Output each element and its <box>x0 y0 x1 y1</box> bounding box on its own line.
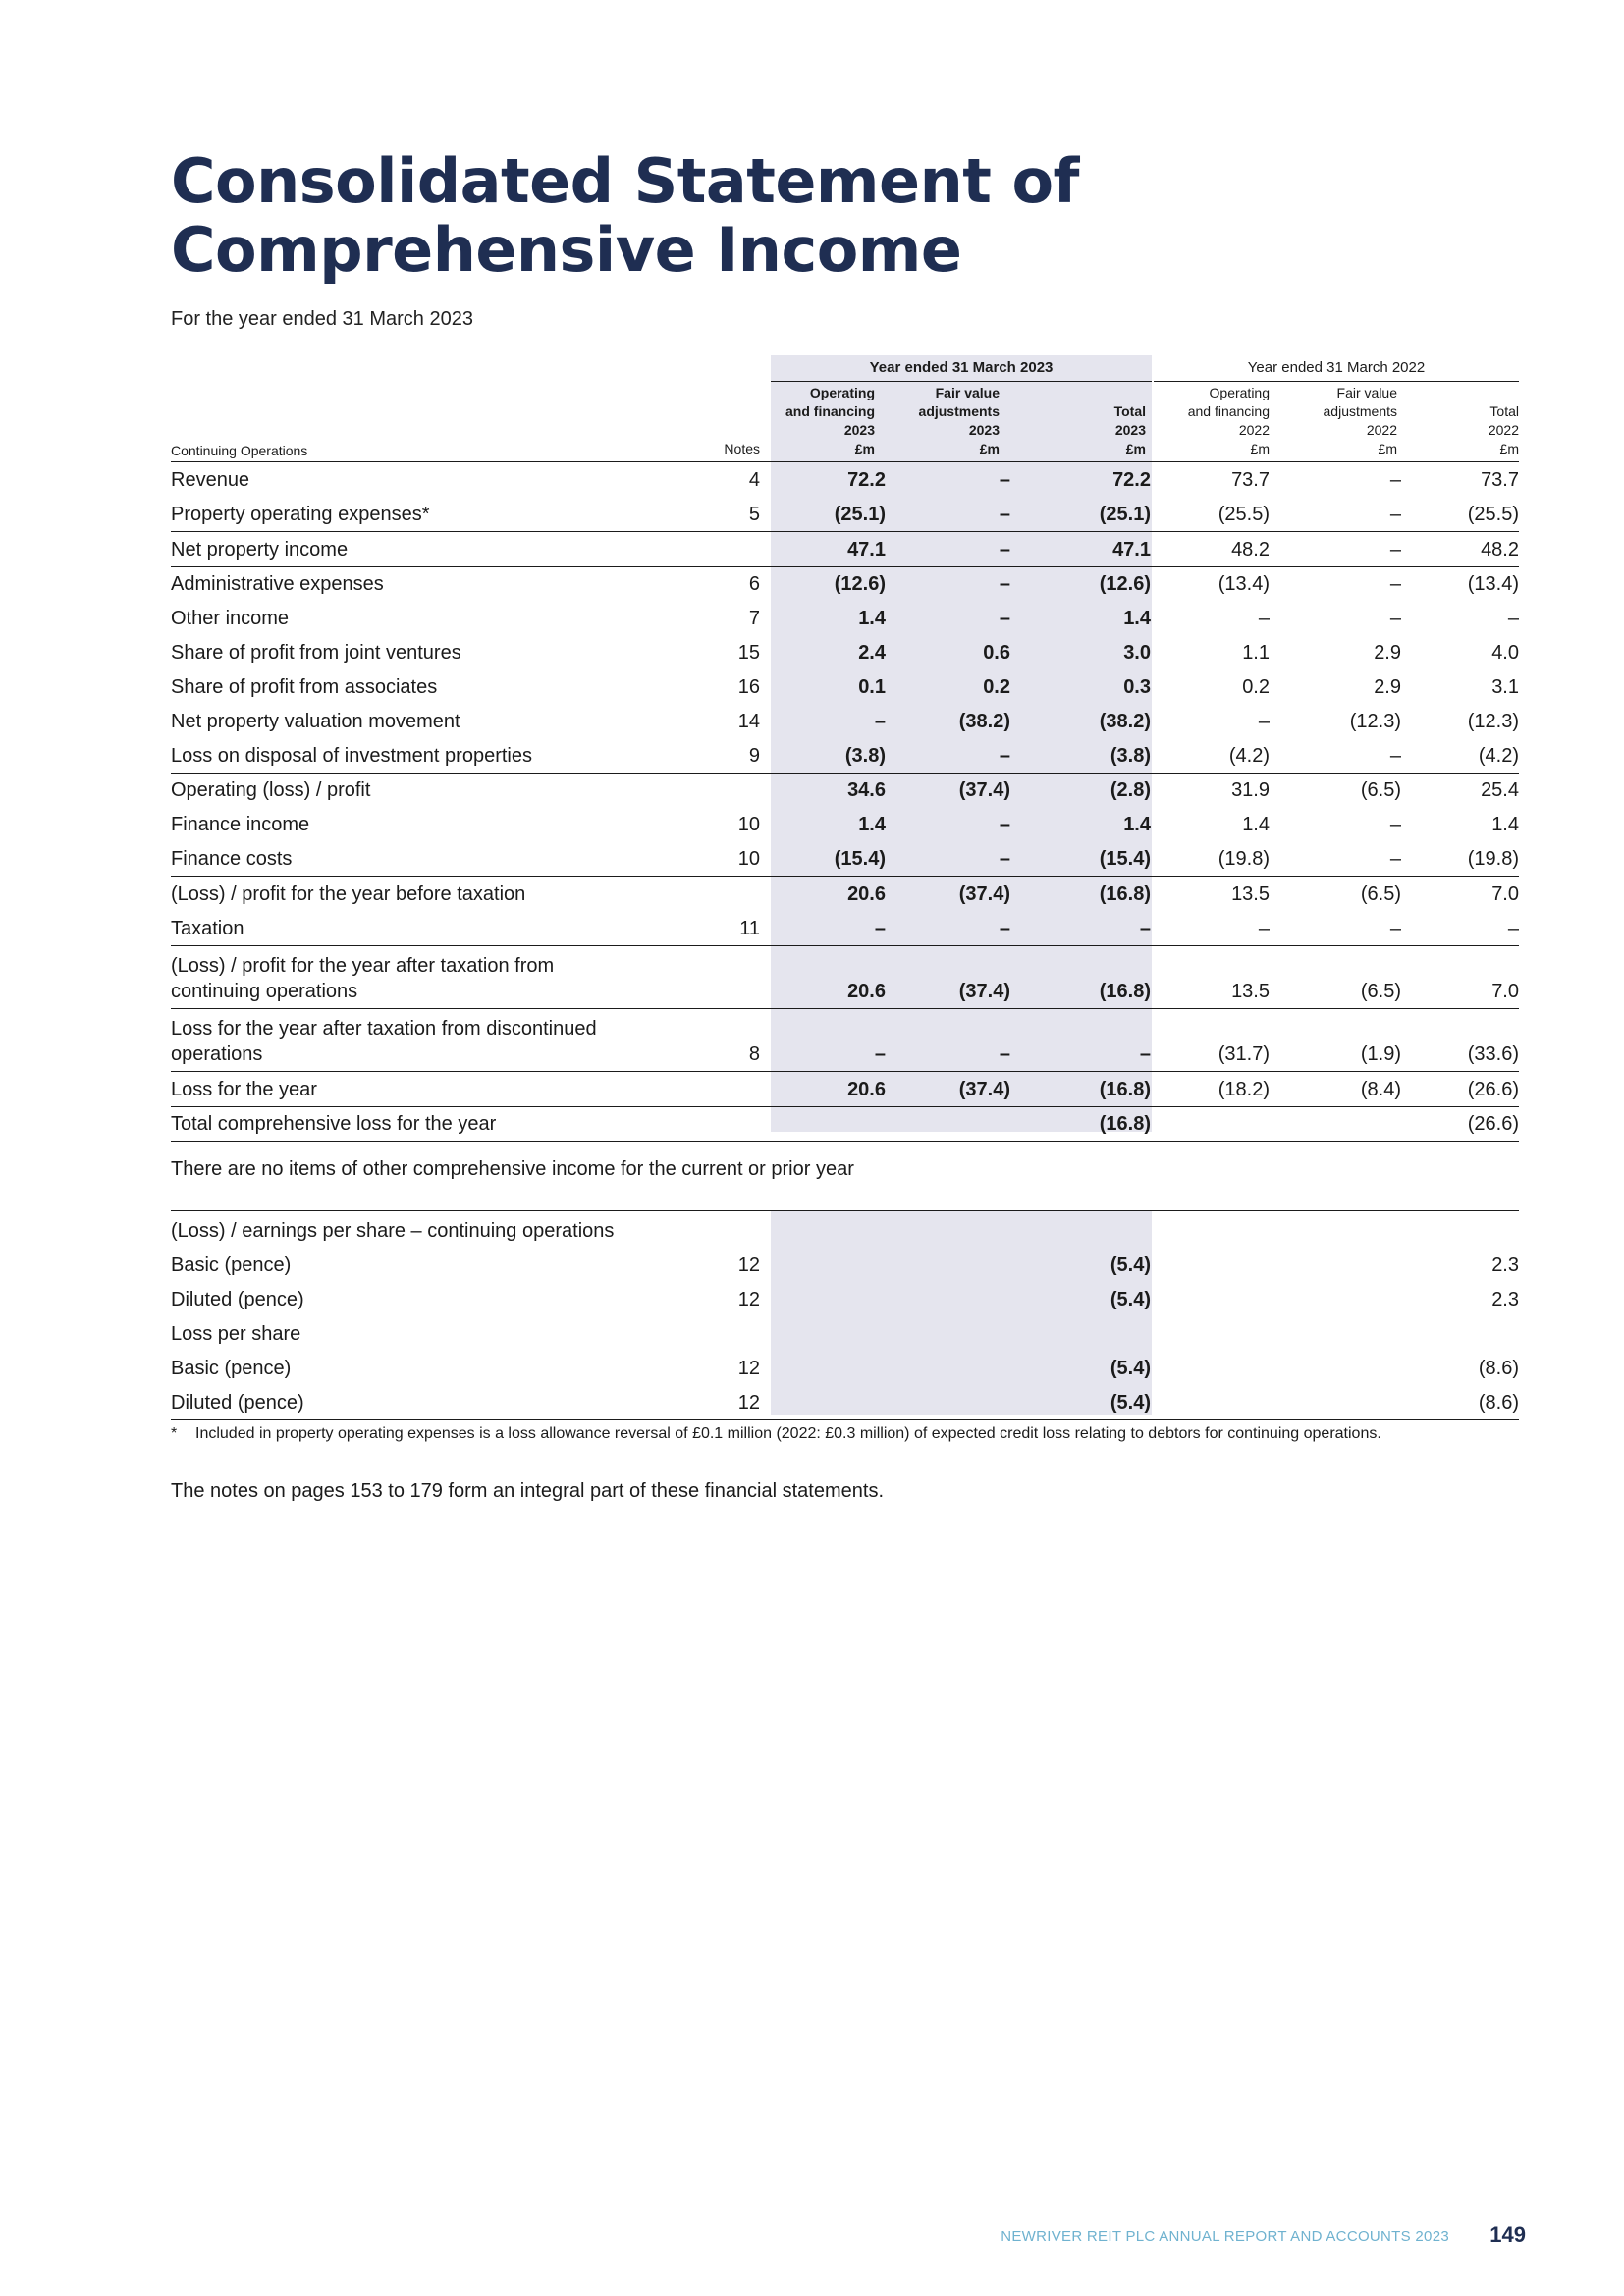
table-row <box>171 1106 1519 1142</box>
income-statement-table <box>171 355 1519 1142</box>
footnote-marker: * <box>171 1425 178 1442</box>
value-cell: 1.4 <box>858 814 886 835</box>
value-cell: – <box>1389 848 1401 870</box>
row-label: Loss per share <box>171 1323 301 1345</box>
column-header-row <box>171 383 1519 462</box>
row-label: Basic (pence) <box>171 1358 292 1379</box>
row-label: (Loss) / earnings per share – continuing operations <box>171 1220 615 1242</box>
page-title-line-2: Comprehensive Income <box>171 214 962 286</box>
value-cell: 1.4 <box>1123 814 1151 835</box>
value-cell: (16.8) <box>1099 981 1151 1002</box>
value-cell: – <box>1389 573 1401 595</box>
value-cell: 2.3 <box>1491 1255 1519 1276</box>
value-cell: (15.4) <box>1099 848 1151 870</box>
row-label: Net property income <box>171 539 349 561</box>
value-cell: – <box>1389 469 1401 491</box>
row-label: Diluted (pence) <box>171 1289 304 1310</box>
row-label: Operating (loss) / profit <box>171 779 371 801</box>
footer-report-title: NEWRIVER REIT PLC ANNUAL REPORT AND ACCOUNTS 2023 <box>1001 2228 1449 2245</box>
value-cell: 48.2 <box>1481 539 1519 561</box>
value-cell: (18.2) <box>1218 1079 1270 1100</box>
value-cell: 47.1 <box>1112 539 1151 561</box>
value-cell: (37.4) <box>958 779 1010 801</box>
footnote-text: Included in property operating expenses is a loss allowance reversal of £0.1 million (2022: £0.3 million) of expected credit loss relating to debtors for continuing operations. <box>195 1425 1381 1442</box>
value-cell: (33.6) <box>1467 1043 1519 1065</box>
row-label-line: operations <box>171 1043 263 1065</box>
value-cell: – <box>874 918 886 939</box>
value-cell: (8.4) <box>1360 1079 1401 1100</box>
row-note: 12 <box>737 1358 760 1379</box>
value-cell: – <box>1389 504 1401 525</box>
period-2023-header: Year ended 31 March 2023 <box>771 359 1152 382</box>
value-cell: (8.6) <box>1478 1358 1519 1379</box>
value-cell: – <box>1258 711 1270 732</box>
row-note: 12 <box>737 1255 760 1276</box>
oci-note: There are no items of other comprehensive income for the current or prior year <box>171 1158 854 1180</box>
value-cell: (37.4) <box>958 981 1010 1002</box>
row-label: Property operating expenses* <box>171 504 430 525</box>
value-cell: – <box>999 918 1010 939</box>
period-header-row <box>171 355 1519 383</box>
value-cell: 13.5 <box>1231 981 1270 1002</box>
value-cell: (16.8) <box>1099 1079 1151 1100</box>
value-cell: 20.6 <box>847 883 886 905</box>
value-cell: – <box>1258 608 1270 629</box>
value-cell: – <box>1507 608 1519 629</box>
value-cell: (6.5) <box>1360 883 1401 905</box>
table-row <box>171 531 1519 566</box>
row-note: 6 <box>748 573 760 595</box>
value-cell: 0.2 <box>1242 676 1270 698</box>
col-head-operating-2023: Operating and financing 2023 £m <box>785 385 875 456</box>
page-number: 149 <box>1489 2222 1526 2247</box>
value-cell: 72.2 <box>1112 469 1151 491</box>
row-label-line: (Loss) / profit for the year after taxation from <box>171 955 555 977</box>
row-label: Net property valuation movement <box>171 711 460 732</box>
table-row <box>171 911 1519 945</box>
value-cell: 48.2 <box>1231 539 1270 561</box>
row-note: 16 <box>737 676 760 698</box>
value-cell: 73.7 <box>1231 469 1270 491</box>
value-cell: (38.2) <box>958 711 1010 732</box>
table-row <box>171 807 1519 841</box>
value-cell: (25.5) <box>1218 504 1270 525</box>
value-cell: (12.3) <box>1349 711 1401 732</box>
row-note: 12 <box>737 1289 760 1310</box>
value-cell: (3.8) <box>1110 745 1151 767</box>
value-cell: (26.6) <box>1467 1113 1519 1135</box>
eps-row <box>171 1211 1519 1248</box>
eps-row <box>171 1282 1519 1316</box>
value-cell: (2.8) <box>1110 779 1151 801</box>
col-head-total-2022: Total 2022 £m <box>1488 403 1519 456</box>
row-note: 8 <box>748 1043 760 1065</box>
value-cell: – <box>999 848 1010 870</box>
col-head-operating-2022: Operating and financing 2022 £m <box>1187 385 1270 456</box>
value-cell: – <box>999 608 1010 629</box>
row-label: Basic (pence) <box>171 1255 292 1276</box>
row-note: 10 <box>737 814 760 835</box>
row-note: 9 <box>748 745 760 767</box>
value-cell: 7.0 <box>1491 981 1519 1002</box>
period-2022-header: Year ended 31 March 2022 <box>1154 359 1519 382</box>
table-row <box>171 704 1519 738</box>
value-cell: 73.7 <box>1481 469 1519 491</box>
value-cell: 3.0 <box>1123 642 1151 664</box>
value-cell: (37.4) <box>958 883 1010 905</box>
table-row <box>171 635 1519 669</box>
row-label: Other income <box>171 608 290 629</box>
row-label-line: continuing operations <box>171 981 358 1002</box>
value-cell: (37.4) <box>958 1079 1010 1100</box>
value-cell: (26.6) <box>1467 1079 1519 1100</box>
value-cell: 34.6 <box>847 779 886 801</box>
value-cell: 1.4 <box>1123 608 1151 629</box>
notes-column-header: Notes <box>724 441 760 456</box>
value-cell: 31.9 <box>1231 779 1270 801</box>
value-cell: 7.0 <box>1491 883 1519 905</box>
row-label: Revenue <box>171 469 250 491</box>
value-cell: (16.8) <box>1099 883 1151 905</box>
value-cell: 1.1 <box>1242 642 1270 664</box>
value-cell: 13.5 <box>1231 883 1270 905</box>
value-cell: (12.6) <box>1099 573 1151 595</box>
continuing-operations-label: Continuing Operations <box>171 443 308 458</box>
value-cell: 2.9 <box>1374 642 1401 664</box>
table-row <box>171 876 1519 911</box>
eps-row <box>171 1385 1519 1420</box>
value-cell: (15.4) <box>834 848 886 870</box>
row-note: 10 <box>737 848 760 870</box>
value-cell: – <box>1139 918 1151 939</box>
eps-row <box>171 1316 1519 1351</box>
value-cell: 3.1 <box>1491 676 1519 698</box>
value-cell: (13.4) <box>1218 573 1270 595</box>
value-cell: – <box>999 469 1010 491</box>
row-label: Diluted (pence) <box>171 1392 304 1414</box>
value-cell: – <box>1258 918 1270 939</box>
value-cell: (3.8) <box>844 745 886 767</box>
value-cell: 1.4 <box>1491 814 1519 835</box>
row-note: 4 <box>748 469 760 491</box>
row-label: Loss on disposal of investment properties <box>171 745 532 767</box>
value-cell: 25.4 <box>1481 779 1519 801</box>
value-cell: (25.1) <box>1099 504 1151 525</box>
value-cell: (12.3) <box>1467 711 1519 732</box>
value-cell: (19.8) <box>1467 848 1519 870</box>
value-cell: – <box>1389 814 1401 835</box>
integral-part-note: The notes on pages 153 to 179 form an integral part of these financial statements. <box>171 1480 885 1502</box>
row-note <box>701 1137 760 1141</box>
value-cell: 0.3 <box>1123 676 1151 698</box>
value-cell: 47.1 <box>847 539 886 561</box>
row-label <box>171 1016 701 1071</box>
table-row <box>171 738 1519 773</box>
value-cell: – <box>874 1043 886 1065</box>
table-row <box>171 669 1519 704</box>
eps-row <box>171 1351 1519 1385</box>
value-cell: – <box>1139 1043 1151 1065</box>
row-label: Total comprehensive loss for the year <box>171 1113 497 1135</box>
table-row <box>171 462 1519 497</box>
table-row <box>171 601 1519 635</box>
value-cell: (31.7) <box>1218 1043 1270 1065</box>
row-label: Loss for the year <box>171 1079 317 1100</box>
eps-row <box>171 1248 1519 1282</box>
value-cell: 20.6 <box>847 981 886 1002</box>
earnings-per-share-table <box>171 1210 1519 1420</box>
value-cell: – <box>1507 918 1519 939</box>
value-cell: (38.2) <box>1099 711 1151 732</box>
row-label: Share of profit from joint ventures <box>171 642 461 664</box>
value-cell: – <box>999 814 1010 835</box>
page-subtitle: For the year ended 31 March 2023 <box>171 308 473 330</box>
table-row <box>171 773 1519 807</box>
value-cell: (12.6) <box>834 573 886 595</box>
value-cell: – <box>874 711 886 732</box>
table-row <box>171 497 1519 531</box>
value-cell: – <box>999 539 1010 561</box>
value-cell: – <box>1389 539 1401 561</box>
value-cell: – <box>1389 918 1401 939</box>
row-label: Administrative expenses <box>171 573 384 595</box>
page-title-line-1: Consolidated Statement of <box>171 145 1080 217</box>
value-cell: (6.5) <box>1360 779 1401 801</box>
value-cell: 20.6 <box>847 1079 886 1100</box>
value-cell: 1.4 <box>1242 814 1270 835</box>
value-cell: 72.2 <box>847 469 886 491</box>
row-label <box>171 953 701 1008</box>
row-note: 11 <box>739 918 760 939</box>
row-label-line: Loss for the year after taxation from discontinued <box>171 1018 597 1040</box>
value-cell: – <box>999 1043 1010 1065</box>
row-label: (Loss) / profit for the year before taxation <box>171 883 526 905</box>
row-note: 14 <box>737 711 760 732</box>
value-cell: – <box>1389 608 1401 629</box>
row-note: 5 <box>748 504 760 525</box>
value-cell: 2.3 <box>1491 1289 1519 1310</box>
table-row <box>171 1008 1519 1071</box>
value-cell: 0.6 <box>983 642 1010 664</box>
value-cell: 2.9 <box>1374 676 1401 698</box>
table-row <box>171 841 1519 876</box>
value-cell: 2.4 <box>858 642 886 664</box>
value-cell: 0.2 <box>983 676 1010 698</box>
value-cell: (13.4) <box>1467 573 1519 595</box>
row-label: Finance costs <box>171 848 293 870</box>
table-row <box>171 566 1519 601</box>
col-head-total-2023: Total 2023 £m <box>1113 403 1146 456</box>
page-title <box>171 147 1079 285</box>
value-cell: (5.4) <box>1110 1392 1151 1414</box>
value-cell: – <box>999 504 1010 525</box>
value-cell: (1.9) <box>1360 1043 1401 1065</box>
value-cell: – <box>999 573 1010 595</box>
value-cell: 1.4 <box>858 608 886 629</box>
row-label: Taxation <box>171 918 244 939</box>
value-cell: 4.0 <box>1491 642 1519 664</box>
table-row <box>171 945 1519 1008</box>
value-cell: (4.2) <box>1228 745 1270 767</box>
value-cell: (6.5) <box>1360 981 1401 1002</box>
footnote <box>171 1423 1519 1445</box>
value-cell: 0.1 <box>858 676 886 698</box>
value-cell: (25.5) <box>1467 504 1519 525</box>
value-cell: (4.2) <box>1478 745 1519 767</box>
value-cell: (25.1) <box>834 504 886 525</box>
value-cell: (5.4) <box>1110 1358 1151 1379</box>
row-label: Share of profit from associates <box>171 676 438 698</box>
value-cell: (5.4) <box>1110 1255 1151 1276</box>
value-cell: (16.8) <box>1099 1113 1151 1135</box>
value-cell: – <box>999 745 1010 767</box>
row-note: 15 <box>737 642 760 664</box>
value-cell: (5.4) <box>1110 1289 1151 1310</box>
col-head-fair-value-2022: Fair value adjustments 2022 £m <box>1323 385 1397 456</box>
row-label: Finance income <box>171 814 310 835</box>
row-note: 7 <box>748 608 760 629</box>
table-row <box>171 1071 1519 1106</box>
value-cell: – <box>1389 745 1401 767</box>
row-note: 12 <box>737 1392 760 1414</box>
col-head-fair-value-2023: Fair value adjustments 2023 £m <box>918 385 1000 456</box>
value-cell: (19.8) <box>1218 848 1270 870</box>
value-cell: (8.6) <box>1478 1392 1519 1414</box>
